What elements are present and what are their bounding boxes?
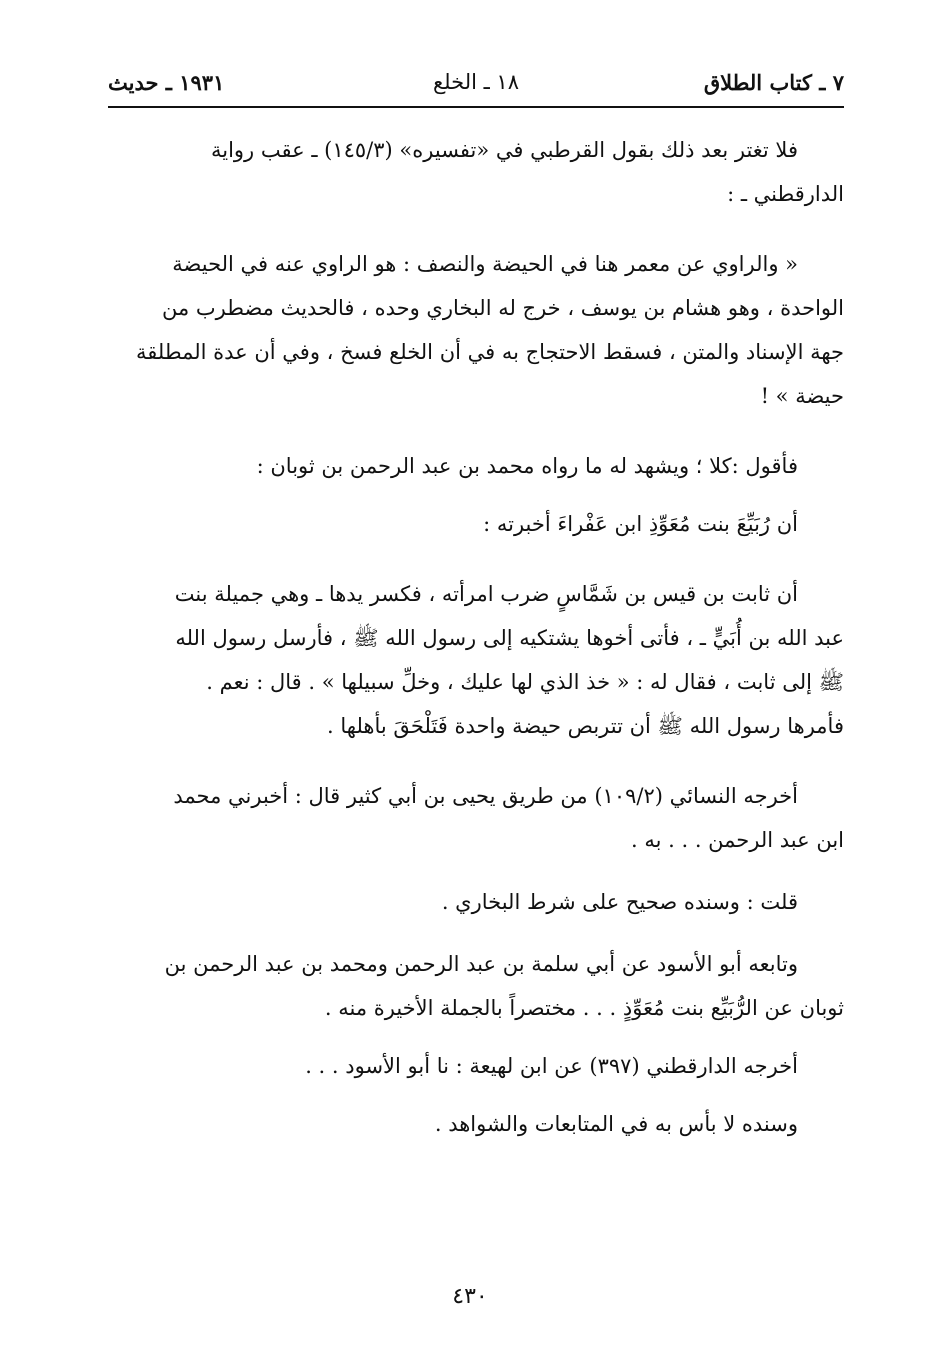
header-divider	[108, 106, 844, 108]
paragraph-2-quote: « والراوي عن معمر هنا في الحيضة والنصف : هو الراوي عنه في الحيضة الواحدة ، وهو هشام بن يوسف ، خرج له البخاري وحده ، فالحديث مضطرب من جهة الإسناد والمتن ، فسقط الاحتجاج به في أن الخلع فسخ ، وفي أن عدة المطلقة حيضة » !	[136, 252, 844, 408]
header-chapter-title: ١٨ ـ الخلع	[433, 70, 519, 94]
paragraph-10: وسنده لا بأس به في المتابعات والشواهد .	[434, 1112, 798, 1136]
running-header	[108, 66, 844, 106]
paragraph-9: أخرجه الدارقطني (٣٩٧) عن ابن لهيعة : نا أبو الأسود . . .	[305, 1054, 798, 1078]
paragraph-5-hadith: أن ثابت بن قيس بن شَمَّاسٍ ضرب امرأته ، فكسر يدها ـ وهي جميلة بنت عبد الله بن أُبَيٍّ ـ ، فأتى أخوها يشتكيه إلى رسول الله ﷺ ، فأرسل رسول الله ﷺ إلى ثابت ، فقال له : « خذ الذي لها عليك ، وخلِّ سبيلها » . قال : نعم . فأمرها رسول الله ﷺ أن تتربص حيضة واحدة فَتَلْحَقَ بأهلها .	[174, 582, 844, 738]
paragraph-1: فلا تغتر بعد ذلك بقول القرطبي في «تفسيره» (١٤٥/٣) ـ عقب رواية الدارقطني ـ :	[210, 138, 844, 206]
header-hadith-number: ١٩٣١ ـ حديث	[108, 70, 225, 95]
paragraph-3: فأقول :كلا ؛ ويشهد له ما رواه محمد بن عبد الرحمن بن ثوبان :	[256, 454, 798, 478]
paragraph-4: أن رُبَيِّعَ بنت مُعَوِّذِ ابن عَفْراءَ أخبرته :	[483, 512, 798, 536]
header-book-title: ٧ ـ كتاب الطلاق	[703, 70, 844, 95]
paragraph-7: قلت : وسنده صحيح على شرط البخاري .	[441, 890, 798, 914]
page-number: ٤٣٠	[452, 1284, 488, 1309]
paragraph-6: أخرجه النسائي (١٠٩/٢) من طريق يحيى بن أبي كثير قال : أخبرني محمد ابن عبد الرحمن . . . به .	[173, 784, 844, 852]
paragraph-8: وتابعه أبو الأسود عن أبي سلمة بن عبد الرحمن ومحمد بن عبد الرحمن بن ثوبان عن الرُّبَيِّع بنت مُعَوِّذٍ . . . مختصراً بالجملة الأخيرة منه .	[164, 952, 844, 1020]
page-body	[108, 128, 844, 1146]
